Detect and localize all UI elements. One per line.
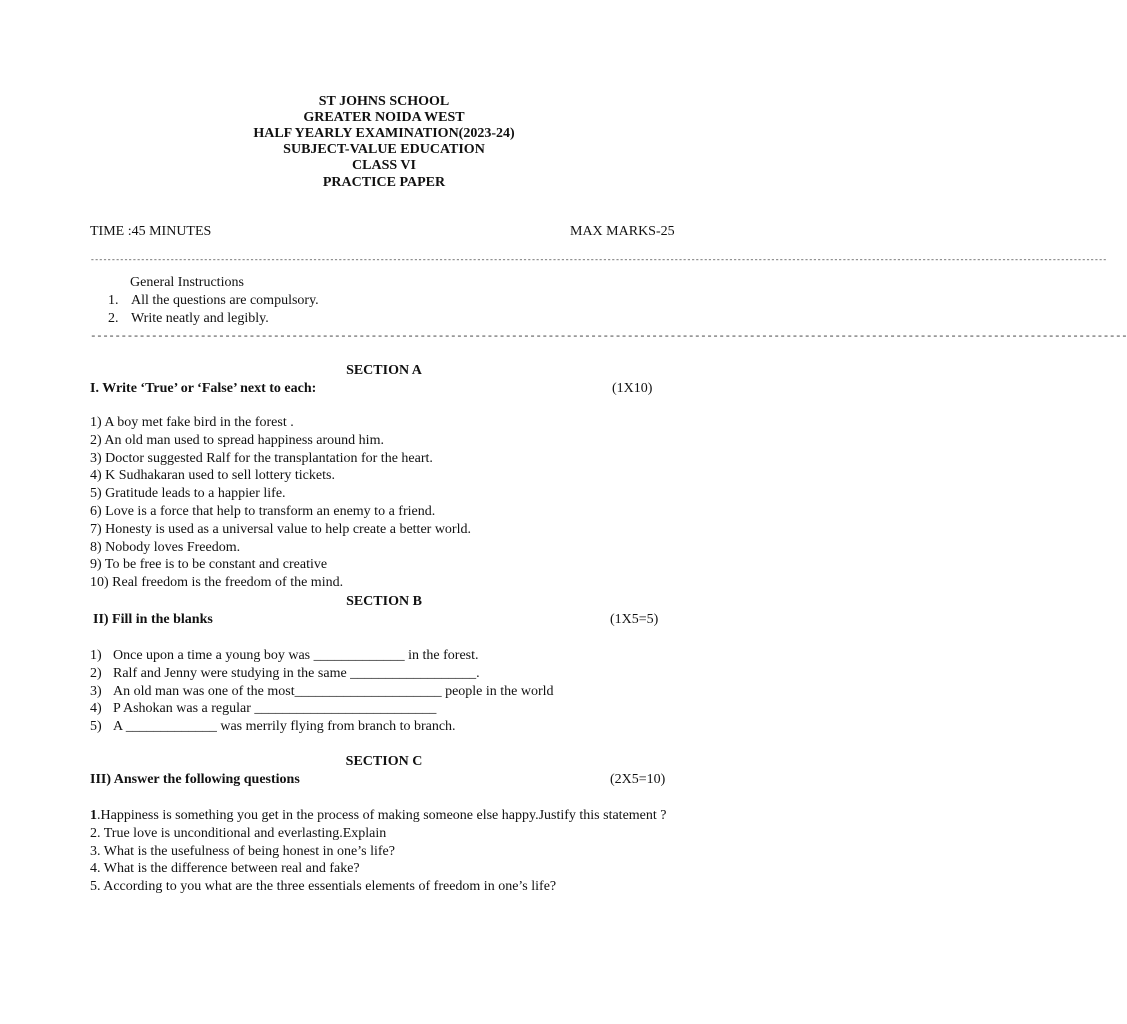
list-item: 8) Nobody loves Freedom. xyxy=(90,539,241,555)
list-item: 5) A _____________ was merrily flying from branch to branch. xyxy=(90,719,456,735)
true-false-list xyxy=(90,414,471,592)
list-item: 4) K Sudhakaran used to sell lottery tickets. xyxy=(90,468,335,484)
list-item: 4) P Ashokan was a regular __________________________ xyxy=(90,701,437,717)
max-marks: MAX MARKS-25 xyxy=(570,224,675,239)
separator-line: -------------------------------------------------------------------------------------------------------------------------------------------------------------------------------------------------------------------------------------------------- xyxy=(90,256,1107,265)
list-item: 1) Once upon a time a young boy was _____________ in the forest. xyxy=(90,648,479,663)
school-name: ST JOHNS SCHOOL xyxy=(318,94,450,109)
list-item: 3) An old man was one of the most_____________________ people in the world xyxy=(90,683,554,699)
list-item: 3. What is the usefulness of being honest in one’s life? xyxy=(90,843,395,859)
section-c-heading: SECTION C xyxy=(345,754,423,769)
fill-blanks-list xyxy=(90,647,554,736)
list-item: 1.Happiness is something you get in the process of making someone else happy.Justify this statement ? xyxy=(90,808,667,823)
list-item: 2. Write neatly and legibly. xyxy=(108,310,269,326)
instructions-list xyxy=(108,292,319,328)
list-item: 3) Doctor suggested Ralf for the transplantation for the heart. xyxy=(90,450,433,466)
list-item: 9) To be free is to be constant and creative xyxy=(90,557,328,573)
exam-title: HALF YEARLY EXAMINATION(2023-24) xyxy=(253,126,515,141)
separator-line: -------------------------------------------------------------------------------------------------------------------------------------------------------------------------- xyxy=(90,331,1127,343)
class-title: CLASS VI xyxy=(352,158,416,173)
list-item: 1. All the questions are compulsory. xyxy=(108,293,319,308)
list-item: 7) Honesty is used as a universal value to help create a better world. xyxy=(90,521,471,537)
questions-list xyxy=(90,807,667,896)
list-item: 1) A boy met fake bird in the forest . xyxy=(90,415,294,430)
section-b-question: II) Fill in the blanks xyxy=(93,612,213,627)
section-a-heading: SECTION A xyxy=(346,363,422,378)
list-item: 2) Ralf and Jenny were studying in the same __________________. xyxy=(90,665,480,681)
section-c-marks: (2X5=10) xyxy=(610,772,666,787)
list-item: 2) An old man used to spread happiness around him. xyxy=(90,432,384,448)
section-b-marks: (1X5=5) xyxy=(610,612,659,627)
section-c-question: III) Answer the following questions xyxy=(90,772,300,787)
list-item: 5. According to you what are the three essentials elements of freedom in one’s life? xyxy=(90,879,557,895)
list-item: 6) Love is a force that help to transform an enemy to a friend. xyxy=(90,503,436,519)
section-a-marks: (1X10) xyxy=(612,381,653,396)
school-location: GREATER NOIDA WEST xyxy=(303,110,465,125)
list-item: 10) Real freedom is the freedom of the mind. xyxy=(90,575,344,591)
instructions-title: General Instructions xyxy=(130,275,244,290)
list-item: 2. True love is unconditional and everlasting.Explain xyxy=(90,825,387,841)
list-item: 4. What is the difference between real and fake? xyxy=(90,861,360,877)
section-b-heading: SECTION B xyxy=(346,594,422,609)
list-item: 5) Gratitude leads to a happier life. xyxy=(90,486,286,502)
subject-title: SUBJECT-VALUE EDUCATION xyxy=(283,142,485,157)
section-a-question: I. Write ‘True’ or ‘False’ next to each: xyxy=(90,381,317,396)
time-allowed: TIME :45 MINUTES xyxy=(90,224,212,239)
paper-type: PRACTICE PAPER xyxy=(322,175,446,190)
